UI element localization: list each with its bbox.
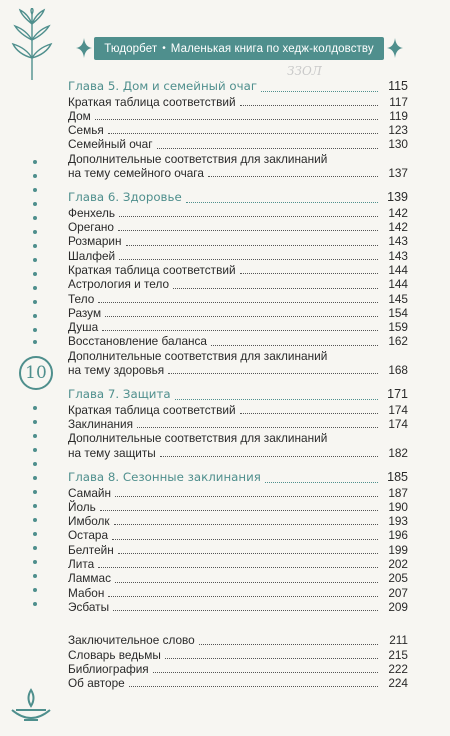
chapter-page: 115 — [388, 79, 408, 93]
dot-leader — [240, 273, 378, 274]
dot-leader — [114, 524, 378, 525]
toc-entry[interactable] — [68, 486, 408, 500]
dot-leader — [199, 644, 378, 645]
dot-leader — [115, 496, 378, 497]
chapter-page: 171 — [387, 387, 408, 402]
entry-label: Семейный очаг — [68, 137, 153, 152]
dot-leader — [119, 216, 378, 217]
dot-leader — [118, 553, 378, 554]
entry-page: 145 — [388, 291, 408, 306]
dot-leader — [98, 567, 378, 568]
dot-leader — [211, 345, 378, 346]
entry-label: Лита — [68, 557, 95, 572]
dot-leader — [157, 148, 378, 149]
entry-page: 224 — [388, 676, 408, 691]
toc-entry[interactable] — [68, 249, 408, 263]
toc-entry[interactable] — [68, 334, 408, 348]
entry-page: 187 — [388, 485, 408, 500]
dot-leader — [265, 482, 378, 483]
toc-entry[interactable] — [68, 95, 408, 109]
dot-leader — [119, 259, 378, 260]
header-book-title: Маленькая книга по хедж-колдовству — [170, 42, 374, 55]
toc-entry[interactable] — [68, 277, 408, 291]
dot-leader — [165, 658, 378, 659]
toc-entry[interactable] — [68, 500, 408, 514]
sparkle-star-icon-left — [76, 38, 92, 58]
toc-entry[interactable] — [68, 417, 408, 431]
toc-entry[interactable] — [68, 234, 408, 248]
entry-label: Библиография — [68, 661, 149, 676]
page-number-badge — [19, 356, 53, 390]
entry-page: 174 — [388, 402, 408, 417]
dot-leader — [108, 596, 378, 597]
entry-label: Орегано — [68, 220, 114, 235]
toc-entry[interactable] — [68, 109, 408, 123]
dot-leader — [240, 413, 378, 414]
chapter-page: 139 — [387, 190, 408, 205]
entry-label: Ламмас — [68, 571, 111, 586]
toc-entry-line2[interactable] — [68, 446, 408, 460]
toc-entry-line2[interactable] — [68, 363, 408, 377]
dot-leader — [112, 539, 378, 540]
entry-label: Астрология и тело — [68, 277, 170, 292]
toc-entry[interactable] — [68, 137, 408, 151]
toc-chapter-6[interactable] — [68, 190, 408, 206]
toc-backmatter-entry[interactable] — [68, 662, 408, 676]
entry-label: Дополнительные соответствия для заклинаний — [68, 431, 328, 446]
entry-page: 119 — [389, 108, 408, 123]
entry-page: 144 — [388, 277, 408, 292]
entry-label: Дом — [68, 108, 91, 123]
entry-label: Дополнительные соответствия для заклинаний — [68, 348, 328, 363]
entry-label: Об авторе — [68, 676, 125, 691]
entry-label: Шалфей — [68, 248, 116, 263]
dot-leader — [175, 399, 378, 400]
dot-leader — [186, 202, 378, 203]
dot-leader — [102, 330, 378, 331]
entry-page: 159 — [388, 320, 408, 335]
toc-entry[interactable] — [68, 320, 408, 334]
leaf-branch-icon — [10, 8, 54, 82]
dot-leader — [261, 91, 378, 92]
dot-leader — [118, 230, 378, 231]
entry-page: 137 — [388, 165, 408, 180]
entry-page: 123 — [388, 123, 408, 138]
entry-page: 196 — [388, 528, 408, 543]
toc-entry[interactable] — [68, 514, 408, 528]
entry-label: Фенхель — [68, 205, 116, 220]
dot-leader — [240, 105, 378, 106]
toc-entry[interactable] — [68, 123, 408, 137]
sparkle-star-icon-right — [387, 38, 403, 58]
toc-backmatter-entry[interactable] — [68, 648, 408, 662]
toc-chapter-8[interactable] — [68, 470, 408, 486]
entry-page: 209 — [388, 599, 408, 614]
toc-entry[interactable] — [68, 306, 408, 320]
entry-label: Тело — [68, 291, 95, 306]
entry-page: 222 — [388, 661, 408, 676]
toc-entry[interactable] — [68, 557, 408, 571]
entry-label: Краткая таблица соответствий — [68, 402, 236, 417]
entry-page: 205 — [388, 571, 408, 586]
entry-page: 174 — [388, 417, 408, 432]
entry-page: 143 — [388, 234, 408, 249]
entry-label: Остара — [68, 528, 109, 543]
dot-leader — [98, 302, 378, 303]
header-author: Тюдорбет — [104, 42, 158, 55]
dot-leader — [129, 686, 378, 687]
chapter-title: Глава 6. Здоровье — [68, 190, 182, 205]
chapter-page: 185 — [387, 470, 408, 485]
toc-entry-line2[interactable] — [68, 166, 408, 180]
dot-leader — [153, 672, 378, 673]
dot-leader — [108, 133, 378, 134]
header-separator: • — [162, 43, 166, 54]
toc-entry[interactable] — [68, 263, 408, 277]
entry-label: Краткая таблица соответствий — [68, 262, 236, 277]
entry-page: 193 — [388, 514, 408, 529]
dot-leader — [105, 316, 378, 317]
entry-label: Белтейн — [68, 542, 114, 557]
chapter-title: Глава 8. Сезонные заклинания — [68, 470, 261, 485]
toc-backmatter-entry[interactable] — [68, 633, 408, 647]
entry-label: на тему защиты — [68, 445, 156, 460]
toc-entry[interactable] — [68, 403, 408, 417]
entry-page: 215 — [388, 647, 408, 662]
entry-label: Имболк — [68, 514, 110, 529]
toc-entry[interactable] — [68, 220, 408, 234]
dot-leader — [160, 456, 378, 457]
toc-entry[interactable] — [68, 600, 408, 614]
entry-label: Эсбаты — [68, 599, 110, 614]
entry-label: Восстановление баланса — [68, 334, 207, 349]
toc-entry[interactable] — [68, 206, 408, 220]
dot-leader — [168, 373, 378, 374]
entry-label: Заклинания — [68, 417, 134, 432]
entry-label: Самайн — [68, 485, 111, 500]
pencil-note: ЗЗОЛ — [287, 64, 322, 78]
toc-entry-line1[interactable] — [68, 152, 408, 166]
dot-leader — [115, 582, 378, 583]
toc-chapter-5[interactable] — [68, 79, 408, 95]
chapter-title: Глава 5. Дом и семейный очаг — [68, 79, 258, 93]
entry-label: Семья — [68, 123, 104, 138]
page-number: 10 — [25, 363, 47, 383]
dot-leader — [100, 510, 378, 511]
entry-page: 202 — [388, 557, 408, 572]
entry-label: Дополнительные соответствия для заклинаний — [68, 151, 328, 166]
entry-page: 154 — [388, 305, 408, 320]
toc-entry-line1[interactable] — [68, 431, 408, 445]
dot-leader — [126, 245, 378, 246]
entry-page: 207 — [388, 585, 408, 600]
entry-page: 143 — [388, 248, 408, 263]
toc-entry[interactable] — [68, 292, 408, 306]
entry-page: 130 — [388, 137, 408, 152]
entry-page: 199 — [388, 542, 408, 557]
entry-page: 117 — [389, 94, 408, 109]
dot-leader — [113, 610, 378, 611]
entry-page: 182 — [388, 445, 408, 460]
entry-page: 142 — [388, 205, 408, 220]
entry-page: 142 — [388, 220, 408, 235]
running-header — [94, 37, 384, 60]
entry-label: Йоль — [68, 499, 96, 514]
dot-leader — [137, 427, 378, 428]
chapter-title: Глава 7. Защита — [68, 387, 171, 402]
dot-leader — [95, 119, 378, 120]
toc-chapter-7[interactable] — [68, 387, 408, 403]
toc-entry[interactable] — [68, 528, 408, 542]
entry-label: на тему семейного очага — [68, 165, 204, 180]
entry-page: 211 — [389, 633, 408, 648]
dot-leader — [208, 176, 378, 177]
entry-label: Краткая таблица соответствий — [68, 94, 236, 109]
dot-leader — [173, 288, 378, 289]
entry-page: 190 — [388, 499, 408, 514]
oil-lamp-icon — [6, 686, 56, 730]
toc-entry[interactable] — [68, 586, 408, 600]
table-of-contents — [68, 79, 408, 690]
entry-label: Душа — [68, 320, 99, 335]
entry-label: на тему здоровья — [68, 363, 165, 378]
entry-label: Разум — [68, 305, 102, 320]
entry-page: 168 — [388, 363, 408, 378]
entry-label: Мабон — [68, 585, 105, 600]
toc-entry[interactable] — [68, 571, 408, 585]
entry-label: Словарь ведьмы — [68, 647, 161, 662]
toc-backmatter-entry[interactable] — [68, 676, 408, 690]
entry-page: 162 — [388, 334, 408, 349]
toc-entry[interactable] — [68, 543, 408, 557]
entry-page: 144 — [388, 262, 408, 277]
entry-label: Розмарин — [68, 234, 122, 249]
toc-entry-line1[interactable] — [68, 349, 408, 363]
entry-label: Заключительное слово — [68, 633, 195, 648]
